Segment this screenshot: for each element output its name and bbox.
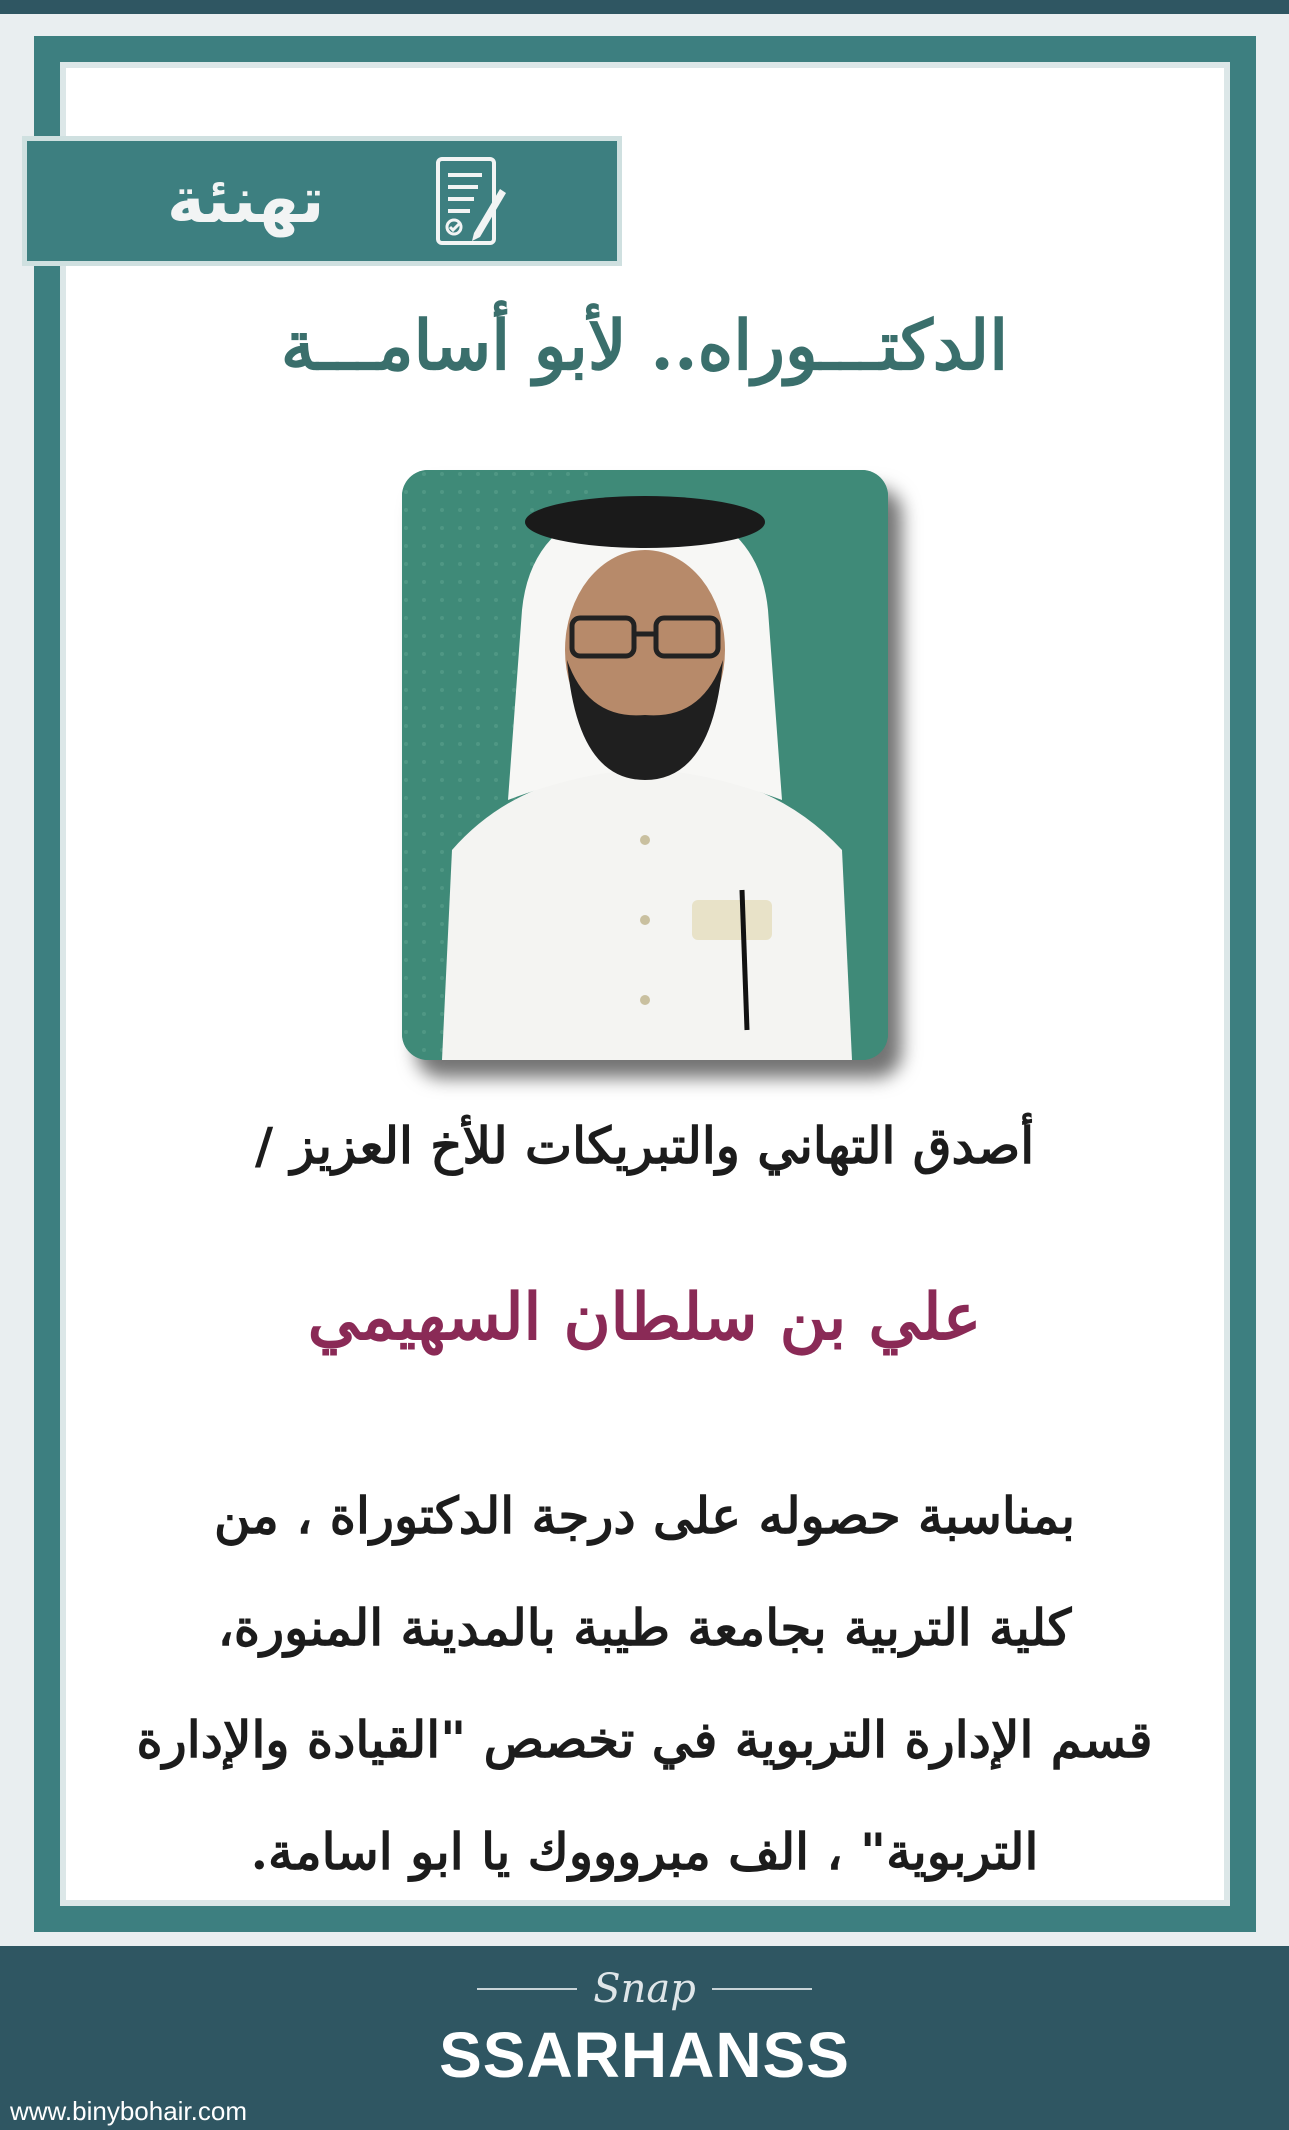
snapchat-handle: SSARHANSS [439,2019,850,2091]
document-pen-icon [434,153,506,249]
watermark-url: www.binybohair.com [10,2096,247,2126]
body-line: قسم الإدارة التربوية في تخصص "القيادة والإدارة [136,1710,1153,1769]
divider [712,1988,812,1990]
greeting-line: أصدق التهاني والتبريكات للأخ العزيز / [254,1116,1035,1175]
divider [477,1988,577,1990]
ribbon-label: تهنئة [167,164,325,238]
portrait-illustration [402,470,888,1060]
body-line: كلية التربية بجامعة طيبة بالمدينة المنورة، [217,1598,1072,1657]
portrait-photo [402,470,888,1060]
body-line: التربوية" ، الف مبروووك يا ابو اسامة. [250,1822,1039,1881]
snap-label-row [0,1966,1289,2012]
congrats-ribbon [22,136,622,266]
top-bar [0,0,1289,14]
headline: الدكتـــوراه.. لأبو أسامـــة [280,306,1009,386]
congrats-body [110,1460,1179,1908]
body-line: بمناسبة حصوله على درجة الدكتوراة ، من [213,1486,1075,1545]
snap-label: Snap [593,1966,696,2012]
honoree-name: علي بن سلطان السهيمي [307,1280,982,1355]
